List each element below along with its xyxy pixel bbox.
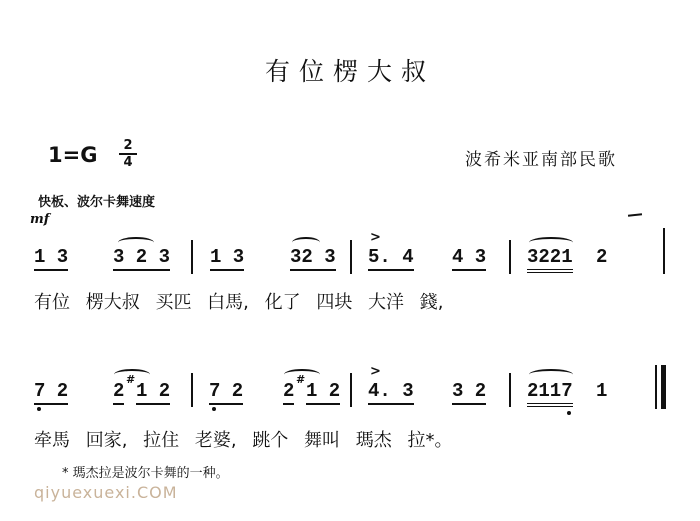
bar-line bbox=[350, 373, 352, 407]
low-octave-dot bbox=[37, 407, 41, 411]
song-title: 有位楞大叔 bbox=[264, 57, 435, 86]
note: 2 bbox=[113, 380, 124, 405]
note-group: 2117 bbox=[527, 380, 573, 407]
watermark: qiyuexuexi.COM bbox=[34, 483, 178, 502]
note: 2 bbox=[283, 380, 294, 405]
low-octave-dot bbox=[567, 411, 571, 415]
note-group: 3 2 3 bbox=[113, 246, 170, 271]
time-signature-top: 2 bbox=[123, 138, 133, 153]
note-group: 3 2 bbox=[452, 380, 486, 405]
bar-line bbox=[191, 373, 193, 407]
note-group: 7 2 bbox=[209, 380, 243, 405]
time-signature bbox=[119, 139, 137, 169]
footnote: * 瑪杰拉是波尔卡舞的一种。 bbox=[62, 466, 229, 481]
final-bar-thin bbox=[655, 365, 657, 409]
bar-line bbox=[663, 228, 665, 274]
bar-line bbox=[350, 240, 352, 274]
note-group: 3221 bbox=[527, 246, 573, 273]
sharp-sign: # bbox=[296, 373, 306, 386]
slur bbox=[529, 369, 573, 380]
slur bbox=[284, 369, 320, 380]
final-bar-thick bbox=[661, 365, 666, 409]
note-group: 32 3 bbox=[290, 246, 336, 271]
song-origin: 波希米亚南部民歌 bbox=[465, 150, 617, 170]
accent-mark: > bbox=[370, 230, 381, 245]
bar-line bbox=[509, 373, 511, 407]
note-group: 1 3 bbox=[210, 246, 244, 271]
tempo-marking: 快板、波尔卡舞速度 bbox=[38, 195, 156, 210]
bar-line bbox=[191, 240, 193, 274]
key-signature: 1=G bbox=[48, 143, 98, 167]
time-signature-bottom: 4 bbox=[123, 155, 133, 170]
note-group: 1 2 bbox=[306, 380, 340, 405]
low-octave-dot bbox=[212, 407, 216, 411]
dynamic-hairpin bbox=[628, 213, 642, 216]
sharp-sign: # bbox=[126, 373, 136, 386]
note: 2 bbox=[596, 246, 608, 268]
note-group: 1 2 bbox=[136, 380, 170, 405]
note-group: 4 3 bbox=[452, 246, 486, 271]
slur bbox=[292, 237, 320, 248]
bar-line bbox=[509, 240, 511, 274]
note-group: 7 2 bbox=[34, 380, 68, 405]
slur bbox=[529, 237, 573, 248]
dynamic-marking: mf bbox=[30, 212, 50, 227]
slur bbox=[118, 237, 154, 248]
note-group: 4. 3 bbox=[368, 380, 414, 405]
note-group: 1 3 bbox=[34, 246, 68, 271]
lyrics-line-1: 有位 楞大叔 买匹 白馬, 化了 四块 大洋 錢, bbox=[34, 292, 444, 313]
slur bbox=[114, 369, 150, 380]
accent-mark: > bbox=[370, 364, 381, 379]
lyrics-line-2: 牵馬 回家, 拉住 老婆, 跳个 舞叫 瑪杰 拉*。 bbox=[34, 430, 453, 451]
note-group: 5. 4 bbox=[368, 246, 414, 271]
note: 1 bbox=[596, 380, 608, 402]
